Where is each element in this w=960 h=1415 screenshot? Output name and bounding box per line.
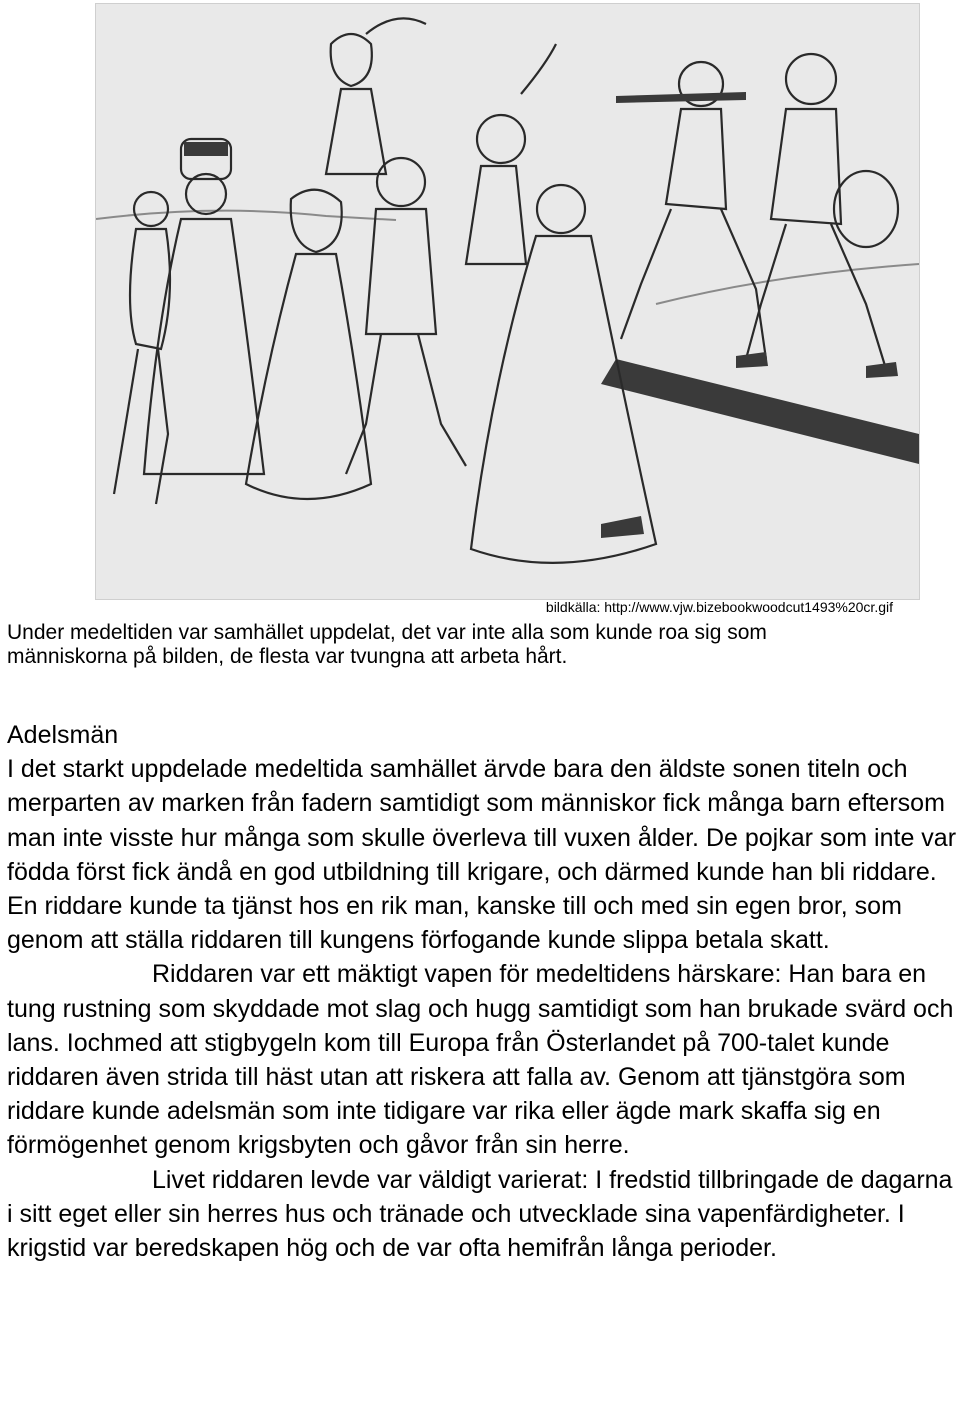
figure-caption [7,621,907,669]
paragraph-2: Riddaren var ett mäktigt vapen för medeltidens härskare: Han bara en tung rustning som skyddade mot slag och hugg samtidigt som han brukade svärd och lans. Iochmed att stigbygeln kom till Europa från Österlandet på 700-talet kunde riddaren även strida till häst utan att riskera att falla av. Genom att tjänstgöra som riddare kunde adelsmän som inte tidigare var rika eller ägde mark skaffa sig en förmögenhet genom krigsbyten och gåvor från sin herre. [7,960,954,1160]
dancers-woodcut [96,4,919,599]
article-body [7,718,957,1265]
paragraph-3: Livet riddaren levde var väldigt varierat: I fredstid tillbringade de dagarna i sitt eget eller sin herres hus och tränade och utvecklade sina vapenfärdigheter. I krigstid var beredskapen hög och de var ofta hemifrån långa perioder. [7,1165,953,1263]
caption-line-2: människorna på bilden, de flesta var tvungna att arbeta hårt. [7,645,568,668]
image-source-credit: bildkälla: http://www.vjw.bizebookwoodcut1493%20cr.gif [545,599,893,615]
woodcut-illustration [95,3,920,600]
caption-line-1: Under medeltiden var samhället uppdelat, det var inte alla som kunde roa sig som [7,621,767,644]
section-heading: Adelsmän [7,721,119,749]
paragraph-1: I det starkt uppdelade medeltida samhället ärvde bara den äldste sonen titeln och merparten av marken från fadern samtidigt som människor fick många barn eftersom man inte visste hur många som skulle överleva till vuxen ålder. De pojkar som inte var födda först fick ändå en god utbildning till krigare, och därmed kunde han bli riddare. En riddare kunde ta tjänst hos en rik man, kanske till och med sin egen bror, som genom att ställa riddaren till kungens förfogande kunde slippa betala skatt. [7,755,957,955]
